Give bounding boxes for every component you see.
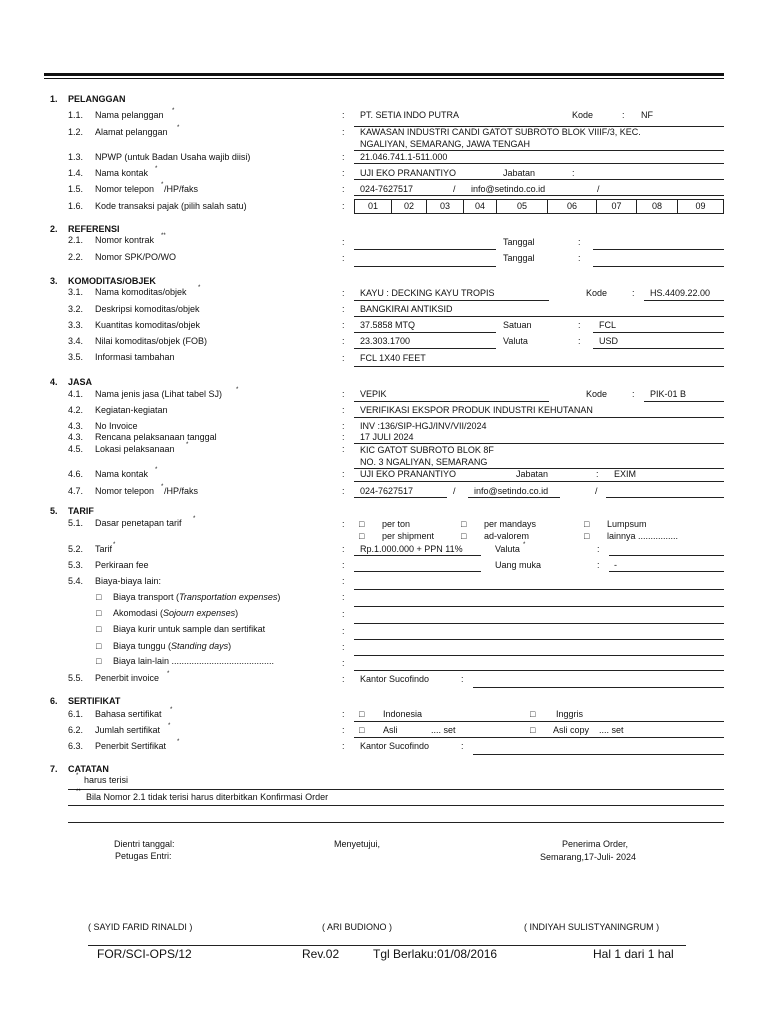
separator: / xyxy=(453,486,456,496)
colon: : xyxy=(597,544,600,554)
colon: : xyxy=(578,320,581,330)
colon: : xyxy=(342,486,345,496)
invoice-value: INV :136/SIP-HGJ/INV/VII/2024 xyxy=(360,421,487,431)
underline xyxy=(354,555,481,556)
value-fob: 23.303.1700 xyxy=(360,336,411,346)
row-number: 1.3. xyxy=(68,152,84,162)
tax-code-box-06[interactable]: 06 xyxy=(547,199,597,214)
colon: : xyxy=(342,469,345,479)
tax-code-box-01[interactable]: 01 xyxy=(354,199,392,214)
spk-number-line xyxy=(354,266,496,267)
checkbox-asli-copy[interactable]: □ xyxy=(530,725,536,735)
underline xyxy=(473,687,724,688)
row-number: 4.6. xyxy=(68,469,84,479)
checkbox-per-ton[interactable]: □ xyxy=(359,519,365,529)
revision: Rev.02 xyxy=(302,947,340,961)
underline xyxy=(609,555,724,556)
section-title-komoditas: KOMODITAS/OBJEK xyxy=(68,276,156,286)
checkbox-courier[interactable]: □ xyxy=(96,624,102,634)
underline xyxy=(354,737,724,738)
contract-number-line xyxy=(354,249,496,250)
underline xyxy=(354,348,496,349)
row-label: Nomor telepon xyxy=(95,184,155,194)
underline xyxy=(354,655,724,656)
row-label: Jumlah sertifikat xyxy=(95,725,161,735)
underline xyxy=(593,348,724,349)
row-label: Perkiraan fee xyxy=(95,560,149,570)
order-receiver-date: Semarang,17-Juli- 2024 xyxy=(540,852,637,862)
underline xyxy=(354,639,724,640)
form-code: FOR/SCI-OPS/12 xyxy=(97,947,192,961)
expense-item-transport: Biaya transport (Transportation expenses) xyxy=(113,592,281,602)
underline xyxy=(354,417,724,418)
underline xyxy=(644,401,724,402)
unit-value: FCL xyxy=(599,320,617,330)
required-mark: * xyxy=(177,125,180,131)
note-line xyxy=(68,805,724,806)
row-number: 1.5. xyxy=(68,184,84,194)
row-number: 3.1. xyxy=(68,287,84,297)
row-number: 2.2. xyxy=(68,252,84,262)
colon: : xyxy=(572,168,575,178)
option-label: Inggris xyxy=(556,709,584,719)
colon: : xyxy=(342,444,345,454)
tanggal-label: Tanggal xyxy=(503,237,535,247)
colon: : xyxy=(342,405,345,415)
row-number: 5.4. xyxy=(68,576,84,586)
address-line-1: KAWASAN INDUSTRI CANDI GATOT SUBROTO BLOK VIIIF/3, KEC. xyxy=(360,127,641,137)
kode-label: Kode xyxy=(586,288,608,298)
row-label: Informasi tambahan xyxy=(95,352,175,362)
underline xyxy=(354,163,724,164)
checkbox-ad-valorem[interactable]: □ xyxy=(461,531,467,541)
required-mark: * xyxy=(167,671,170,677)
location-line-2: NO. 3 NGALIYAN, SEMARANG xyxy=(360,457,488,467)
row-label: Alamat pelanggan xyxy=(95,127,168,137)
option-label: ad-valorem xyxy=(484,531,530,541)
tax-code-box-07[interactable]: 07 xyxy=(596,199,637,214)
quantity-value: 37.5858 MTQ xyxy=(360,320,416,330)
required-mark: * xyxy=(177,739,180,745)
row-label: No Invoice xyxy=(95,421,138,431)
required-mark: * xyxy=(168,723,171,729)
underline xyxy=(354,497,447,498)
tanggal-label: Tanggal xyxy=(503,253,535,263)
row-number: 4.7. xyxy=(68,486,84,496)
service-code-value: PIK-01 B xyxy=(650,389,687,399)
colon: : xyxy=(461,674,464,684)
row-number: 1.2. xyxy=(68,127,84,137)
kode-value: NF xyxy=(641,110,653,120)
row-number: 4.5. xyxy=(68,444,84,454)
entry-date-label: Dientri tanggal: xyxy=(114,839,175,849)
section-number: 7. xyxy=(50,764,58,774)
row-number: 5.2. xyxy=(68,544,84,554)
option-label: lainnya ................ xyxy=(607,531,679,541)
checkbox-standing[interactable]: □ xyxy=(96,641,102,651)
underline xyxy=(354,195,724,196)
note-contract: Bila Nomor 2.1 tidak terisi harus diterbitkan Konfirmasi Order xyxy=(86,792,329,802)
optional-mark: ** xyxy=(161,233,166,239)
section-number: 6. xyxy=(50,696,58,706)
option-label: Lumpsum xyxy=(607,519,647,529)
required-mark: * xyxy=(193,516,196,522)
colon: : xyxy=(342,237,345,247)
signatory-receiver: ( INDIYAH SULISTYANINGRUM ) xyxy=(524,922,660,932)
spk-date-line xyxy=(593,266,724,267)
row-number: 4.3. xyxy=(68,432,84,442)
underline xyxy=(354,481,724,482)
option-label: Asli xyxy=(383,725,398,735)
tax-code-box-08[interactable]: 08 xyxy=(636,199,678,214)
row-number: 5.3. xyxy=(68,560,84,570)
checkbox-asli[interactable]: □ xyxy=(359,725,365,735)
underline xyxy=(593,332,724,333)
required-mark: * xyxy=(170,707,173,713)
row-label: Nama kontak xyxy=(95,168,149,178)
phone-value: 024-7627517 xyxy=(360,184,414,194)
contact-name-value: UJI EKO PRANANTIYO xyxy=(360,168,457,178)
checkbox-per-mandays[interactable]: □ xyxy=(461,519,467,529)
kode-label: Kode xyxy=(586,389,608,399)
service-name-value: VEPIK xyxy=(360,389,387,399)
section-number: 3. xyxy=(50,276,58,286)
header-rule-thin xyxy=(44,78,724,79)
commodity-desc-value: BANGKIRAI ANTIKSID xyxy=(360,304,453,314)
colon: : xyxy=(342,320,345,330)
tax-code-box-05[interactable]: 05 xyxy=(496,199,548,214)
underline xyxy=(473,754,724,755)
colon: : xyxy=(342,288,345,298)
checkbox-per-shipment[interactable]: □ xyxy=(359,531,365,541)
row-label: Lokasi pelaksanaan xyxy=(95,444,175,454)
required-mark: * xyxy=(523,542,526,548)
colon: : xyxy=(342,432,345,442)
row-label: Nama komoditas/objek xyxy=(95,287,187,297)
section-title-tarif: TARIF xyxy=(68,506,94,516)
colon: : xyxy=(342,336,345,346)
commodity-name-value: KAYU : DECKING KAYU TROPIS xyxy=(360,288,495,298)
required-mark: * xyxy=(155,467,158,473)
row-label: Nomor telepon xyxy=(95,486,155,496)
optional-mark: ** xyxy=(76,789,81,795)
location-line-1: KIC GATOT SUBROTO BLOK 8F xyxy=(360,445,494,455)
signatory-entry: ( SAYID FARID RINALDI ) xyxy=(88,922,193,932)
colon: : xyxy=(342,560,345,570)
underline xyxy=(354,623,724,624)
section-title-sertifikat: SERTIFIKAT xyxy=(68,696,121,706)
separator: / xyxy=(595,486,598,496)
section-title-jasa: JASA xyxy=(68,377,93,387)
colon: : xyxy=(597,560,600,570)
position-value: EXIM xyxy=(614,469,637,479)
effective-date: Tgl Berlaku:01/08/2016 xyxy=(373,947,498,961)
expense-item-courier: Biaya kurir untuk sample dan sertifikat xyxy=(113,624,266,634)
row-label: Kode transaksi pajak (pilih salah satu) xyxy=(95,201,247,211)
email-value: info@setindo.co.id xyxy=(471,184,546,194)
underline xyxy=(354,401,549,402)
row-number: 4.3. xyxy=(68,421,84,431)
row-label: Tarif xyxy=(95,544,113,554)
cert-issuer-value: Kantor Sucofindo xyxy=(360,741,430,751)
section-title-referensi: REFERENSI xyxy=(68,224,120,234)
colon: : xyxy=(342,609,345,619)
colon: : xyxy=(622,110,625,120)
row-label: Nilai komoditas/objek (FOB) xyxy=(95,336,208,346)
section-number: 4. xyxy=(50,377,58,387)
down-payment-label: Uang muka xyxy=(495,560,542,570)
colon: : xyxy=(578,237,581,247)
colon: : xyxy=(461,741,464,751)
hs-code-value: HS.4409.22.00 xyxy=(650,288,711,298)
underline xyxy=(644,300,724,301)
approved-label: Menyetujui, xyxy=(334,839,381,849)
down-payment-value: - xyxy=(614,560,617,570)
row-number: 1.1. xyxy=(68,110,84,120)
valuta-label: Valuta xyxy=(495,544,520,554)
required-mark: * xyxy=(161,484,164,490)
option-label: per mandays xyxy=(484,519,537,529)
underline xyxy=(354,366,724,367)
note-line xyxy=(68,789,724,790)
contract-date-line xyxy=(593,249,724,250)
row-label: Nama pelanggan xyxy=(95,110,164,120)
row-label: Kegiatan-kegiatan xyxy=(95,405,168,415)
satuan-label: Satuan xyxy=(503,320,532,330)
colon: : xyxy=(342,658,345,668)
colon: : xyxy=(342,674,345,684)
required-mark: * xyxy=(236,387,239,393)
npwp-value: 21.046.741.1-511.000 xyxy=(360,152,448,162)
row-number: 4.2. xyxy=(68,405,84,415)
separator: / xyxy=(453,184,456,194)
underline xyxy=(606,497,724,498)
row-label: Kuantitas komoditas/objek xyxy=(95,320,201,330)
row-label: Nomor kontrak xyxy=(95,235,155,245)
customer-name-value: PT. SETIA INDO PUTRA xyxy=(360,110,460,120)
expense-item-other: Biaya lain-lain ......................................... xyxy=(113,656,275,666)
row-label: Dasar penetapan tarif xyxy=(95,518,182,528)
colon: : xyxy=(342,421,345,431)
required-mark: * xyxy=(186,442,189,448)
colon: : xyxy=(342,741,345,751)
invoice-issuer-value: Kantor Sucofindo xyxy=(360,674,430,684)
section-number: 1. xyxy=(50,94,58,104)
checkbox-transport[interactable]: □ xyxy=(96,592,102,602)
colon: : xyxy=(342,709,345,719)
colon: : xyxy=(342,201,345,211)
row-number: 3.5. xyxy=(68,352,84,362)
row-label: Deskripsi komoditas/objek xyxy=(95,304,200,314)
colon: : xyxy=(342,304,345,314)
row-number: 5.5. xyxy=(68,673,84,683)
colon: : xyxy=(578,253,581,263)
underline xyxy=(609,571,724,572)
entry-officer-label: Petugas Entri: xyxy=(115,851,172,861)
row-label: Biaya-biaya lain: xyxy=(95,576,162,586)
currency-value: USD xyxy=(599,336,619,346)
option-label: Asli copy xyxy=(553,725,590,735)
row-number: 6.3. xyxy=(68,741,84,751)
tax-code-box-03[interactable]: 03 xyxy=(426,199,464,214)
colon: : xyxy=(632,389,635,399)
colon: : xyxy=(596,469,599,479)
colon: : xyxy=(342,592,345,602)
row-number: 5.1. xyxy=(68,518,84,528)
underline xyxy=(354,300,549,301)
colon: : xyxy=(342,168,345,178)
tax-code-box-09[interactable]: 09 xyxy=(677,199,724,214)
colon: : xyxy=(342,110,345,120)
underline xyxy=(354,443,724,444)
option-label: Indonesia xyxy=(383,709,423,719)
colon: : xyxy=(342,389,345,399)
colon: : xyxy=(342,626,345,636)
schedule-date-value: 17 JULI 2024 xyxy=(360,432,414,442)
underline xyxy=(354,606,724,607)
colon: : xyxy=(342,184,345,194)
row-number: 3.4. xyxy=(68,336,84,346)
required-mark: * xyxy=(155,166,158,172)
note-required: harus terisi xyxy=(84,775,129,785)
underline xyxy=(354,150,724,151)
section-number: 2. xyxy=(50,224,58,234)
activities-value: VERIFIKASI EKSPOR PRODUK INDUSTRI KEHUTANAN xyxy=(360,405,593,415)
checkbox-lainnya[interactable]: □ xyxy=(584,531,590,541)
section-title-pelanggan: PELANGGAN xyxy=(68,94,126,104)
row-label: Penerbit Sertifikat xyxy=(95,741,167,751)
tariff-value: Rp.1.000.000 + PPN 11% xyxy=(360,544,463,554)
colon: : xyxy=(632,288,635,298)
underline xyxy=(354,316,724,317)
row-number: 2.1. xyxy=(68,235,84,245)
row-label: Nomor SPK/PO/WO xyxy=(95,252,177,262)
header-rule-thick xyxy=(44,73,724,76)
expense-item-standing: Biaya tunggu (Standing days) xyxy=(113,641,232,651)
row-number: 1.6. xyxy=(68,201,84,211)
additional-info-value: FCL 1X40 FEET xyxy=(360,353,426,363)
kode-label: Kode xyxy=(572,110,594,120)
set-count: .... set xyxy=(431,725,456,735)
expense-item-accommodation: Akomodasi (Sojourn expenses) xyxy=(113,608,239,618)
colon: : xyxy=(578,336,581,346)
row-number: 4.1. xyxy=(68,389,84,399)
underline xyxy=(354,670,724,671)
jabatan-label: Jabatan xyxy=(516,469,549,479)
colon: : xyxy=(342,152,345,162)
footer-rule xyxy=(88,945,686,946)
required-mark: * xyxy=(76,773,79,779)
colon: : xyxy=(342,725,345,735)
row-label-suffix: /HP/faks xyxy=(164,184,199,194)
row-label: Nama kontak xyxy=(95,469,149,479)
section-number: 5. xyxy=(50,506,58,516)
email-value: info@setindo.co.id xyxy=(474,486,549,496)
tax-code-box-04[interactable]: 04 xyxy=(463,199,497,214)
row-label: Rencana pelaksanaan tanggal xyxy=(95,432,217,442)
colon: : xyxy=(342,127,345,137)
row-label: Bahasa sertifikat xyxy=(95,709,162,719)
row-label: NPWP (untuk Badan Usaha wajib diisi) xyxy=(95,152,251,162)
section-title-catatan: CATATAN xyxy=(68,764,109,774)
tax-code-box-02[interactable]: 02 xyxy=(391,199,427,214)
separator: / xyxy=(597,184,600,194)
signatory-approver: ( ARI BUDIONO ) xyxy=(322,922,393,932)
underline xyxy=(354,721,724,722)
row-label-suffix: /HP/faks xyxy=(164,486,199,496)
row-number: 1.4. xyxy=(68,168,84,178)
checkbox-indonesia[interactable]: □ xyxy=(359,709,365,719)
colon: : xyxy=(342,576,345,586)
option-label: per ton xyxy=(382,519,411,529)
colon: : xyxy=(342,353,345,363)
underline xyxy=(354,332,496,333)
jabatan-label: Jabatan xyxy=(503,168,536,178)
underline xyxy=(354,179,724,180)
checkbox-lumpsum[interactable]: □ xyxy=(584,519,590,529)
page-number: Hal 1 dari 1 hal xyxy=(593,947,674,961)
required-mark: * xyxy=(113,542,116,548)
colon: : xyxy=(342,642,345,652)
note-line xyxy=(68,822,724,823)
underline xyxy=(354,571,481,572)
required-mark: * xyxy=(172,108,175,114)
row-label: Penerbit invoice xyxy=(95,673,160,683)
order-receiver-label: Penerima Order, xyxy=(562,839,629,849)
required-mark: * xyxy=(161,182,164,188)
row-number: 6.2. xyxy=(68,725,84,735)
required-mark: * xyxy=(198,285,201,291)
row-number: 3.2. xyxy=(68,304,84,314)
address-line-2: NGALIYAN, SEMARANG, JAWA TENGAH xyxy=(360,139,531,149)
row-label: Nama jenis jasa (Lihat tabel SJ) xyxy=(95,389,223,399)
checkbox-inggris[interactable]: □ xyxy=(530,709,536,719)
underline xyxy=(354,589,724,590)
row-number: 3.3. xyxy=(68,320,84,330)
underline xyxy=(468,497,560,498)
phone-value: 024-7627517 xyxy=(360,486,414,496)
checkbox-accommodation[interactable]: □ xyxy=(96,608,102,618)
valuta-label: Valuta xyxy=(503,336,528,346)
contact-name-value: UJI EKO PRANANTIYO xyxy=(360,469,457,479)
set-count: .... set xyxy=(599,725,624,735)
checkbox-other[interactable]: □ xyxy=(96,656,102,666)
colon: : xyxy=(342,253,345,263)
colon: : xyxy=(342,544,345,554)
option-label: per shipment xyxy=(382,531,435,541)
row-number: 6.1. xyxy=(68,709,84,719)
colon: : xyxy=(342,519,345,529)
